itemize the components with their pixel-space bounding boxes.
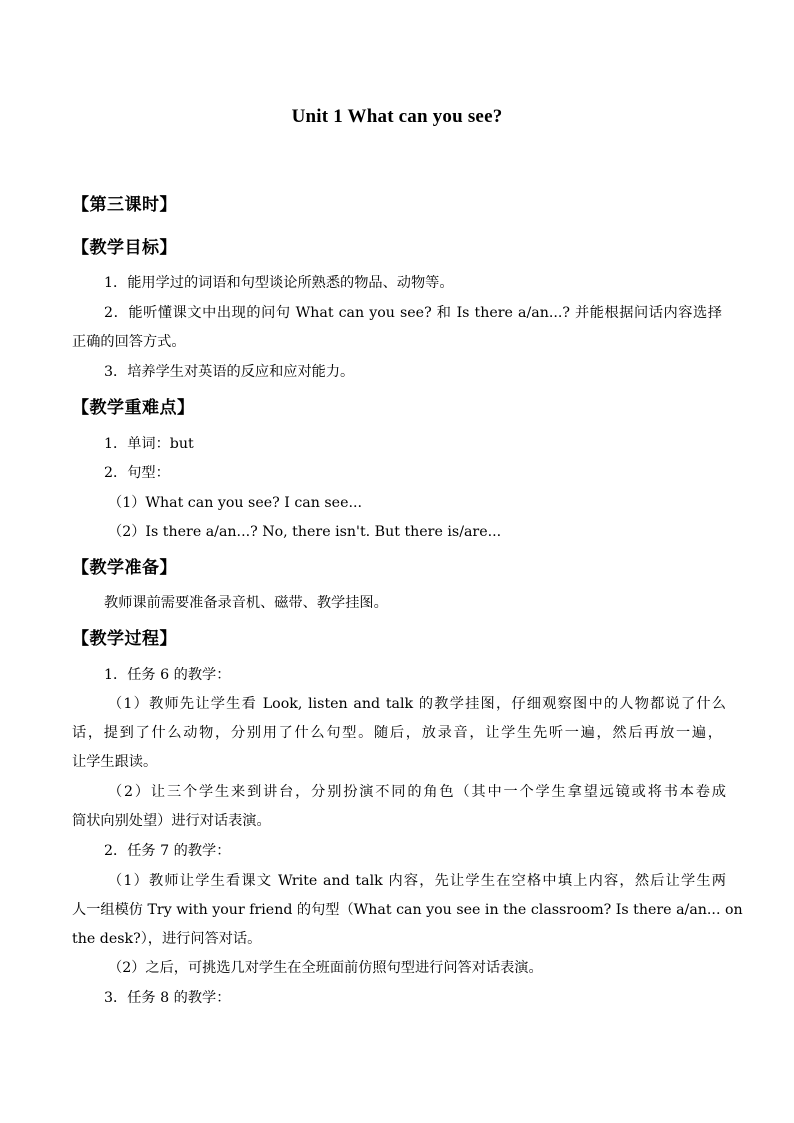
prep-line: 教师课前需要准备录音机、磁带、教学挂图。 (104, 595, 388, 611)
process-line-12: 3．任务 8 的教学： (104, 990, 231, 1006)
process-line-8: （1）教师让学生看课文 Write and talk 内容，先让学生在空格中填上内容，然后让学生两 (108, 873, 726, 889)
process-line-3: 话，提到了什么动物，分别用了什么句型。随后，放录音，让学生先听一遍，然后再放一遍， (72, 725, 722, 741)
keypoint-line-3: （1）What can you see? I can see... (108, 495, 363, 511)
keypoint-line-2: 2．句型： (104, 465, 170, 481)
heading-process: 【教学过程】 (72, 629, 177, 649)
process-line-9: 人一组模仿 Try with your friend 的句型（What can you see in the classroom? Is there a/an... on (72, 902, 743, 918)
process-line-5: （2）让三个学生来到讲台，分别扮演不同的角色（其中一个学生拿望远镜或将书本卷成 (108, 784, 726, 800)
keypoint-line-1: 1．单词：but (104, 436, 194, 452)
heading-keypoints: 【教学重难点】 (72, 398, 195, 418)
heading-goals: 【教学目标】 (72, 238, 177, 258)
process-line-11: （2）之后，可挑选几对学生在全班面前仿照句型进行问答对话表演。 (108, 960, 543, 976)
goal-line-1: 1．能用学过的词语和句型谈论所熟悉的物品、动物等。 (104, 275, 454, 291)
keypoint-line-4: （2）Is there a/an...? No, there isn't. But there is/are... (108, 524, 502, 540)
process-line-7: 2．任务 7 的教学： (104, 843, 231, 859)
goal-line-2: 2．能听懂课文中出现的问句 What can you see? 和 Is there a/an...? 并能根据问话内容选择 (104, 305, 722, 321)
heading-prep: 【教学准备】 (72, 558, 177, 578)
document-title: Unit 1 What can you see? (291, 106, 503, 127)
process-line-10: the desk?），进行问答对话。 (72, 931, 262, 947)
goal-line-2-cont: 正确的回答方式。 (72, 334, 186, 350)
goal-line-3: 3．培养学生对英语的反应和应对能力。 (104, 364, 355, 380)
process-line-2: （1）教师先让学生看 Look, listen and talk 的教学挂图，仔细观察图中的人物都说了什么 (108, 696, 726, 712)
process-line-1: 1．任务 6 的教学： (104, 667, 231, 683)
heading-period: 【第三课时】 (72, 195, 177, 215)
process-line-4: 让学生跟读。 (72, 754, 158, 770)
process-line-6: 筒状向别处望）进行对话表演。 (72, 813, 271, 829)
